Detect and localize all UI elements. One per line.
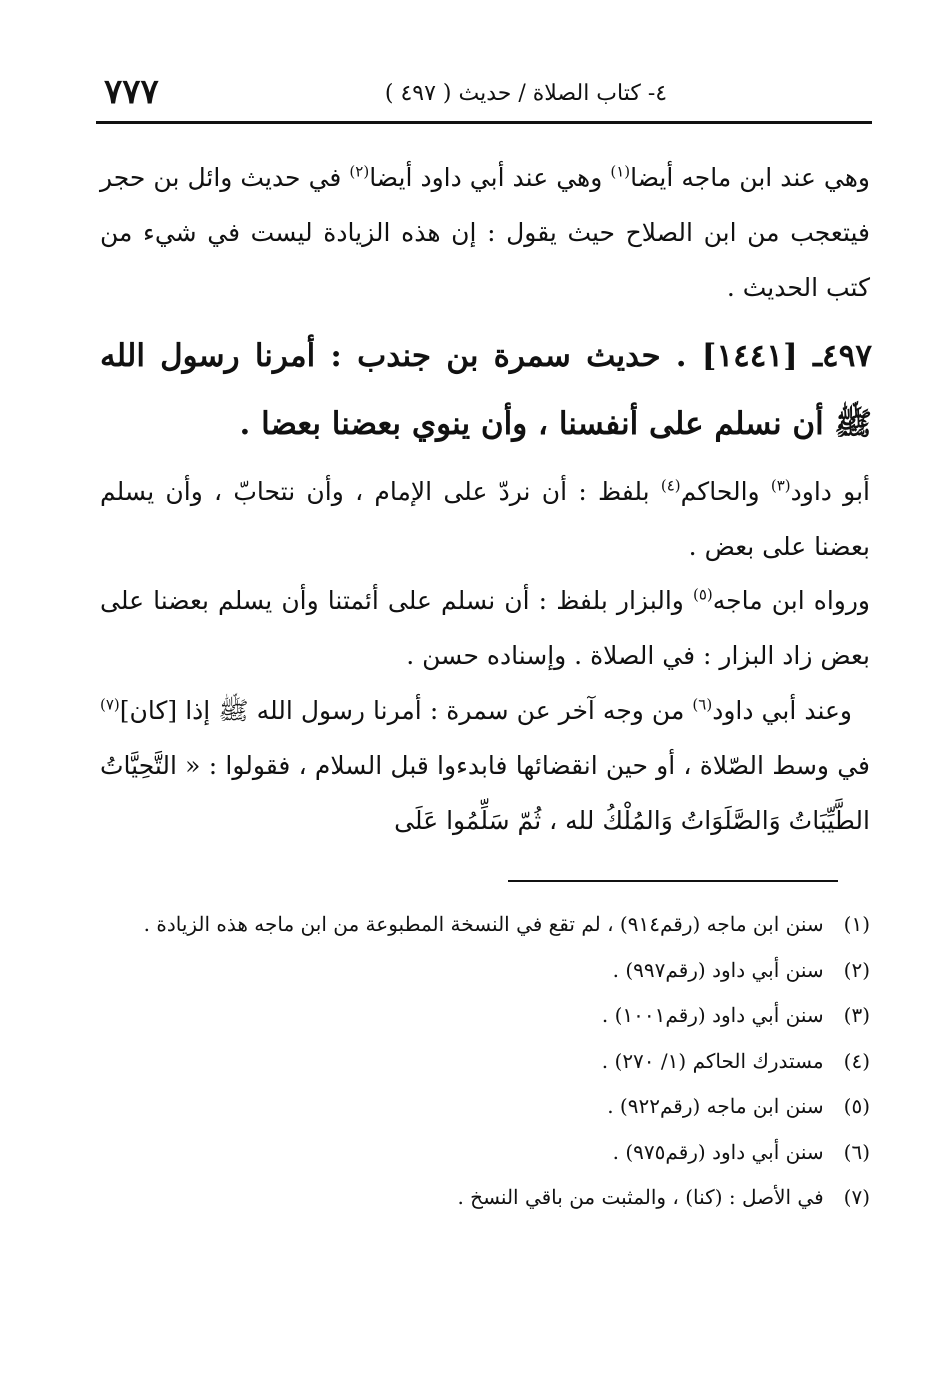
footnote-text: في الأصل : (كنا) ، والمثبت من باقي النسخ .	[457, 1185, 824, 1209]
footnote-item	[100, 948, 870, 994]
footnote-ref: (١)	[610, 162, 631, 181]
footnote-number: (٣)	[843, 1003, 870, 1027]
para2-text-1: ورواه ابن ماجه	[712, 586, 870, 615]
footnote-item	[100, 1039, 870, 1085]
footnote-ref: (٦)	[692, 695, 713, 714]
intro-paragraph	[100, 150, 870, 315]
page-number: ٧٧٧	[104, 72, 159, 112]
running-head: ٤- كتاب الصلاة / حديث ( ٤٩٧ )	[384, 81, 668, 106]
footnote-item	[100, 993, 870, 1039]
para1-text-1: أبو داود	[790, 477, 870, 506]
footnote-ref: (٤)	[660, 476, 681, 495]
intro-text-2: وهي عند أبي داود أيضا	[369, 163, 611, 192]
para2-text-2: والبزار بلفظ : أن نسلم على أئمتنا وأن يسلم بعضنا على بعض زاد البزار : في الصلاة . وإسناده حسن .	[100, 586, 870, 670]
footnote-text: سنن أبي داود (رقم٩٧٥) .	[612, 1139, 824, 1164]
footnote-separator	[508, 880, 838, 882]
footnote-number: (٥)	[843, 1094, 870, 1118]
footnote-number: (١)	[843, 912, 870, 936]
footnote-item	[100, 1084, 870, 1130]
footnote-item	[100, 902, 870, 948]
hadith-heading: ٤٩٧ـ [١٤٤١] . حديث سمرة بن جندب : أمرنا رسول الله ﷺ أن نسلم على أنفسنا ، وأن ينوي بعضنا بعضا .	[100, 338, 872, 442]
footnote-number: (٤)	[843, 1048, 870, 1073]
para1-text-2: والحاكم	[680, 477, 771, 506]
footnote-ref: (٣)	[770, 476, 791, 495]
para3-text-2: من وجه آخر عن سمرة : أمرنا رسول الله ﷺ إذا [كان]	[119, 696, 693, 725]
para3-text-3: في وسط الصّلاة ، أو حين انقضائها فابدءوا قبل السلام ، فقولوا : « التَّحِيَّاتُ الطَّيِّبَاتُ وَالصَّلَوَاتُ وَالمُلْكُ لله ، ثُمّ سَلِّمُوا عَلَى	[100, 751, 870, 835]
footnote-text: سنن أبي داود (رقم٩٩٧) .	[612, 957, 824, 982]
intro-text-3: في حديث وائل بن حجر فيتعجب من ابن الصلاح حيث يقول : إن هذه الزيادة ليست في شيء من كتب الحديث .	[100, 163, 870, 302]
header-rule	[96, 121, 872, 124]
footnote-item	[100, 1175, 870, 1221]
paragraph-ibn-majah	[100, 573, 870, 683]
footnotes-list	[100, 902, 870, 1221]
footnote-text: مستدرك الحاكم (١/ ٢٧٠) .	[601, 1048, 824, 1073]
footnote-number: (٦)	[843, 1139, 870, 1164]
para3-text-1: وعند أبي داود	[712, 696, 852, 725]
page-header	[96, 72, 872, 116]
footnote-ref: (٧)	[100, 695, 120, 714]
footnote-text: سنن أبي داود (رقم١٠٠١) .	[601, 1003, 824, 1027]
footnote-text: سنن ابن ماجه (رقم٩٢٢) .	[607, 1094, 824, 1118]
para1-text-3: بلفظ : أن نردّ على الإمام ، وأن نتحابّ ، وأن يسلم بعضنا على بعض .	[100, 477, 870, 561]
footnote-number: (٧)	[843, 1185, 870, 1209]
footnote-text: سنن ابن ماجه (رقم٩١٤) ، لم تقع في النسخة المطبوعة من ابن ماجه هذه الزيادة .	[143, 912, 824, 936]
paragraph-abu-dawud	[100, 464, 870, 574]
footnote-number: (٢)	[843, 957, 870, 982]
intro-text-1: وهي عند ابن ماجه أيضا	[630, 163, 871, 192]
footnote-ref: (٥)	[692, 585, 713, 604]
footnote-ref: (٢)	[349, 162, 370, 181]
paragraph-samura	[100, 683, 870, 848]
footnote-item	[100, 1130, 870, 1176]
